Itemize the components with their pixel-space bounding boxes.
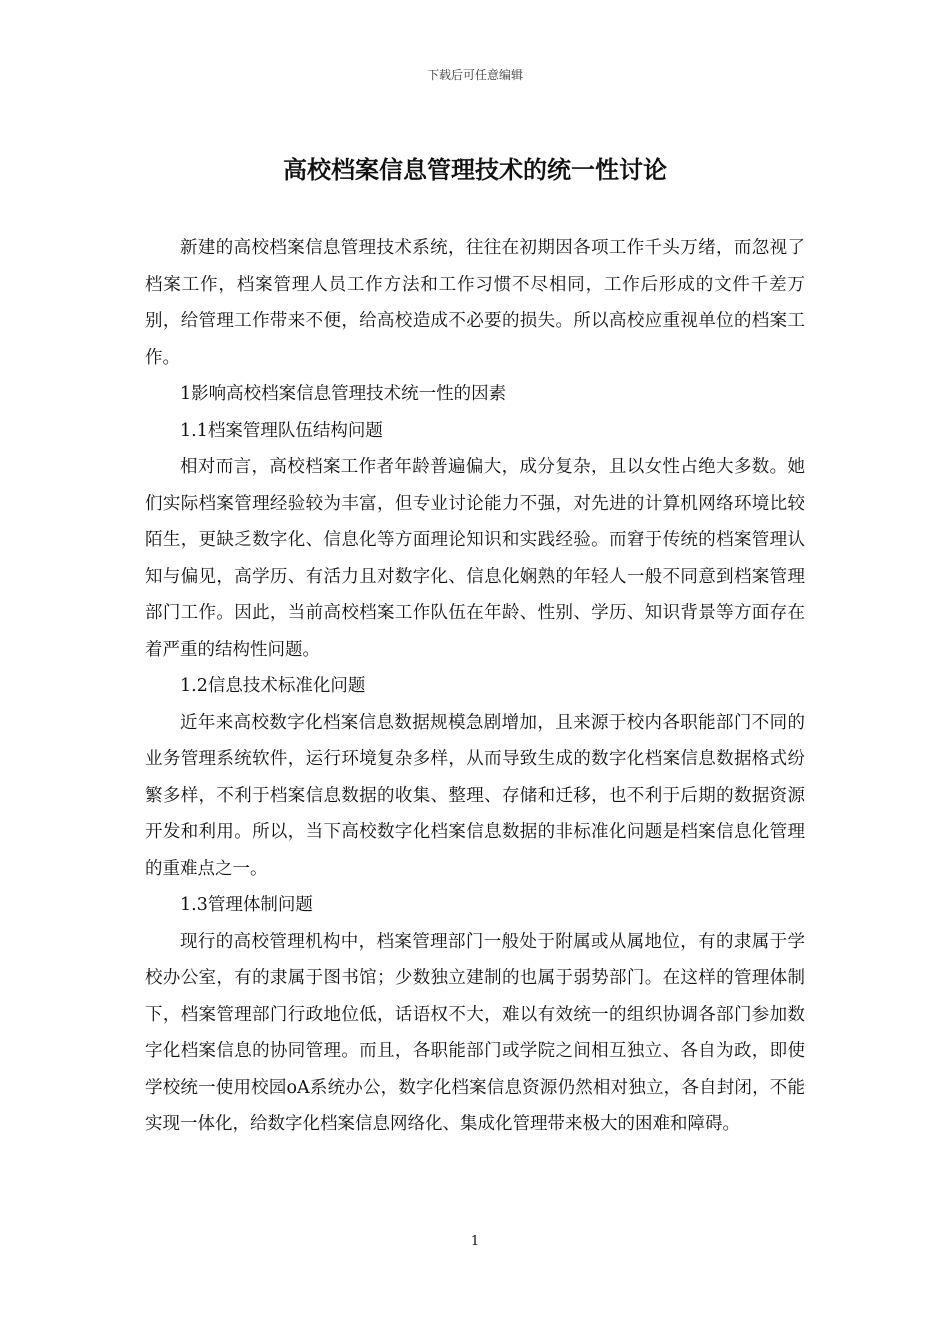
paragraph-1-1: 相对而言，高校档案工作者年龄普遍偏大，成分复杂，且以女性占绝大多数。她们实际档案管理经验较为丰富，但专业讨论能力不强，对先进的计算机网络环境比较陌生，更缺乏数字化、信息化等方面理论知识和实践经验。而窘于传统的档案管理认知与偏见，高学历、有活力且对数字化、信息化娴熟的年轻人一般不同意到档案管理部门工作。因此，当前高校档案工作队伍在年龄、性别、学历、知识背景等方面存在着严重的结构性问题。: [145, 457, 805, 660]
subsection-heading-1-1: 1.1档案管理队伍结构问题: [180, 420, 383, 441]
paragraph-1-2: 近年来高校数字化档案信息数据规模急剧增加，且来源于校内各职能部门不同的业务管理系统软件，运行环境复杂多样，从而导致生成的数字化档案信息数据格式纷繁多样，不利于档案信息数据的收集、整理、存储和迁移，也不利于后期的数据资源开发和利用。所以，当下高校数字化档案信息数据的非标准化问题是档案信息化管理的重难点之一。: [145, 712, 805, 879]
header-note: 下载后可任意编辑: [426, 68, 523, 82]
document-body: [145, 230, 805, 1143]
subsection-heading-1-3: 1.3管理体制问题: [180, 895, 313, 915]
section-heading-1: 1影响高校档案信息管理技术统一性的因素: [180, 384, 507, 404]
page-number: 1: [470, 1234, 480, 1249]
paragraph-intro: 新建的高校档案信息管理技术系统，往往在初期因各项工作千头万绪，而忽视了档案工作，档案管理人员工作方法和工作习惯不尽相同，工作后形成的文件千差万别，给管理工作带来不便，给高校造成不必要的损失。所以高校应重视单位的档案工作。: [145, 238, 805, 368]
document-title: 高校档案信息管理技术的统一性讨论: [283, 156, 667, 184]
subsection-heading-1-2: 1.2信息技术标准化问题: [180, 676, 366, 696]
paragraph-1-3: 现行的高校管理机构中，档案管理部门一般处于附属或从属地位，有的隶属于学校办公室，有的隶属于图书馆；少数独立建制的也属于弱势部门。在这样的管理体制下，档案管理部门行政地位低，话语权不大，难以有效统一的组织协调各部门参加数字化档案信息的协同管理。而且，各职能部门或学院之间相互独立、各自为政，即使学校统一使用校园oA系统办公，数字化档案信息资源仍然相对独立，各自封闭，不能实现一体化，给数字化档案信息网络化、集成化管理带来极大的困难和障碍。: [145, 931, 805, 1134]
